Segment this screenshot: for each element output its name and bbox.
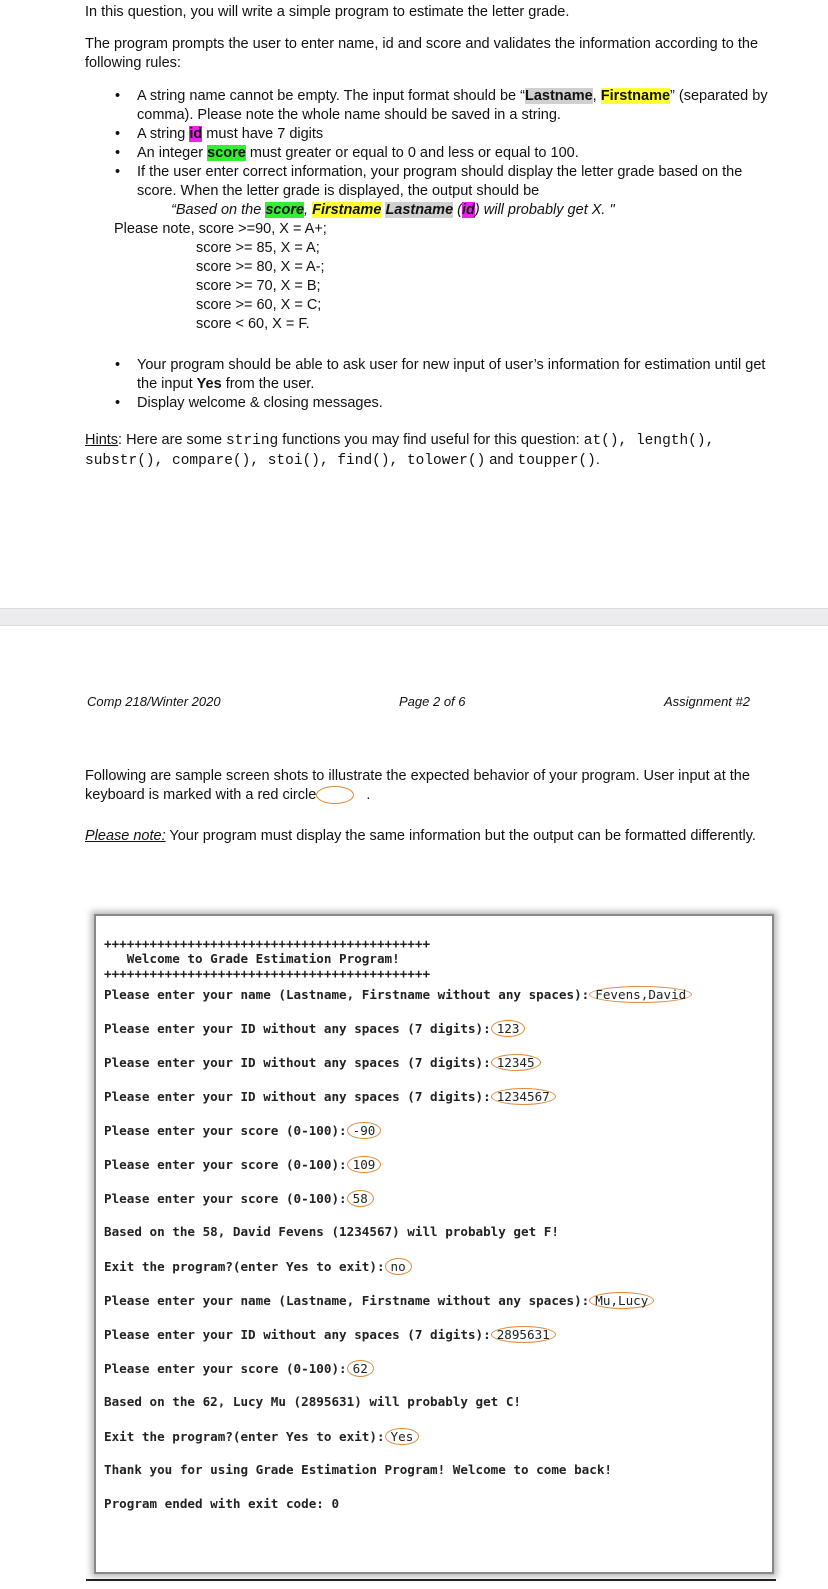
grade-rule-1: score >= 85, X = A; <box>196 240 320 256</box>
prompt-text: Please enter your score (0-100): <box>104 1157 347 1172</box>
question-section <box>85 3 785 471</box>
terminal-line <box>104 986 692 1003</box>
grade-rule-5: score < 60, X = F. <box>196 316 310 332</box>
prompt-text: Please enter your score (0-100): <box>104 1191 347 1206</box>
prompt-text: Please enter your ID without any spaces (7 digits): <box>104 1089 491 1104</box>
prompt-text: Please enter your score (0-100): <box>104 1361 347 1376</box>
grade-rule-3: score >= 70, X = B; <box>196 278 321 294</box>
page-break <box>0 608 828 626</box>
user-input-circled: Fevens,David <box>589 986 692 1003</box>
terminal-line <box>104 1360 374 1377</box>
rule-score: • An integer score must greater or equal to 0 and less or equal to 100. <box>85 144 785 163</box>
user-input-circled: 1234567 <box>491 1088 556 1105</box>
header-course: Comp 218/Winter 2020 <box>87 694 221 709</box>
user-input-circled: 2895631 <box>491 1326 556 1343</box>
banner-bottom: +++++++++++++++++++++++++++++++++++++++++++ <box>104 966 431 981</box>
rule-name: • A string name cannot be empty. The input format should be “Lastname, Firstname” (separated by comma). Please note the whole name should be saved in a string. <box>85 87 785 125</box>
prompt-text: Please enter your ID without any spaces (7 digits): <box>104 1055 491 1070</box>
terminal-line <box>104 1292 654 1309</box>
prompt-text: Please enter your ID without any spaces (7 digits): <box>104 1327 491 1342</box>
prompt-text: Please enter your name (Lastname, Firstname without any spaces): <box>104 987 590 1002</box>
sample-intro: Following are sample screen shots to illustrate the expected behavior of your program. User input at the keyboard is marked with a red circle . <box>85 768 750 803</box>
prompt-text: Program ended with exit code: 0 <box>104 1496 340 1511</box>
prompt-text: Please enter your ID without any spaces (7 digits): <box>104 1021 491 1036</box>
terminal-line <box>104 1190 374 1207</box>
terminal-line <box>104 1224 559 1239</box>
prompt-text: Based on the 58, David Fevens (1234567) will probably get F! <box>104 1224 559 1239</box>
grade-rule-4: score >= 60, X = C; <box>196 297 322 313</box>
bottom-rule <box>86 1579 776 1581</box>
note: Please note: Your program must display the same information but the output can be formatted differently. <box>85 828 756 844</box>
terminal-line <box>104 1462 612 1477</box>
rule-messages: • Display welcome & closing messages. <box>85 394 785 413</box>
prompt-text: Based on the 62, Lucy Mu (2895631) will probably get C! <box>104 1394 522 1409</box>
header-assignment: Assignment #2 <box>664 694 750 709</box>
user-input-circled: 109 <box>347 1156 382 1173</box>
rules-list <box>85 87 785 220</box>
prompt-text: Exit the program?(enter Yes to exit): <box>104 1429 385 1444</box>
rule-id: • A string id must have 7 digits <box>85 125 785 144</box>
terminal-line <box>104 1258 412 1275</box>
rule-output: • If the user enter correct information, your program should display the letter grade based on the score. When the letter grade is displayed, the output should be “Based on the score, Firstname Lastname (id) will probably get X. " <box>85 163 785 220</box>
grade-rule-2: score >= 80, X = A-; <box>196 259 325 275</box>
user-input-circled: -90 <box>347 1122 382 1139</box>
intro-text: In this question, you will write a simple program to estimate the letter grade. <box>85 4 570 20</box>
user-input-circled: 123 <box>491 1020 526 1037</box>
terminal-line <box>104 1020 525 1037</box>
user-input-circled: 12345 <box>491 1054 541 1071</box>
prompt-text: Please enter your name (Lastname, Firstname without any spaces): <box>104 1293 590 1308</box>
terminal-line <box>104 1054 541 1071</box>
terminal-screenshot <box>94 914 774 1574</box>
rules-intro: The program prompts the user to enter name, id and score and validates the information according to the following rules: <box>85 36 759 71</box>
hints: Hints: Here are some string functions you may find useful for this question: at(), length(), substr(), compare(), stoi(), find(), tolower() and toupper(). <box>85 432 715 469</box>
terminal-line <box>104 1428 419 1445</box>
terminal-line <box>104 1496 339 1511</box>
user-input-circled: Mu,Lucy <box>589 1292 654 1309</box>
prompt-text: Exit the program?(enter Yes to exit): <box>104 1259 385 1274</box>
user-input-circled: 62 <box>347 1360 374 1377</box>
prompt-text: Thank you for using Grade Estimation Program! Welcome to come back! <box>104 1462 612 1477</box>
user-input-circled: no <box>385 1258 412 1275</box>
terminal-line <box>104 1122 381 1139</box>
terminal-line <box>104 1394 521 1409</box>
prompt-text: Please enter your score (0-100): <box>104 1123 347 1138</box>
header-page: Page 2 of 6 <box>399 694 466 709</box>
terminal-line <box>104 1088 556 1105</box>
banner-top: +++++++++++++++++++++++++++++++++++++++++++ <box>104 936 431 951</box>
rules-list-2 <box>85 356 785 413</box>
grade-rule-0: Please note, score >=90, X = A+; <box>114 221 327 237</box>
rule-repeat: • Your program should be able to ask user for new input of user’s information for estimation until get the input Yes from the user. <box>85 356 785 394</box>
red-circle-example <box>316 786 354 804</box>
terminal-line <box>104 1156 381 1173</box>
user-input-circled: Yes <box>385 1428 420 1445</box>
user-input-circled: 58 <box>347 1190 374 1207</box>
welcome-message: Welcome to Grade Estimation Program! <box>104 951 400 966</box>
terminal-line <box>104 1326 556 1343</box>
